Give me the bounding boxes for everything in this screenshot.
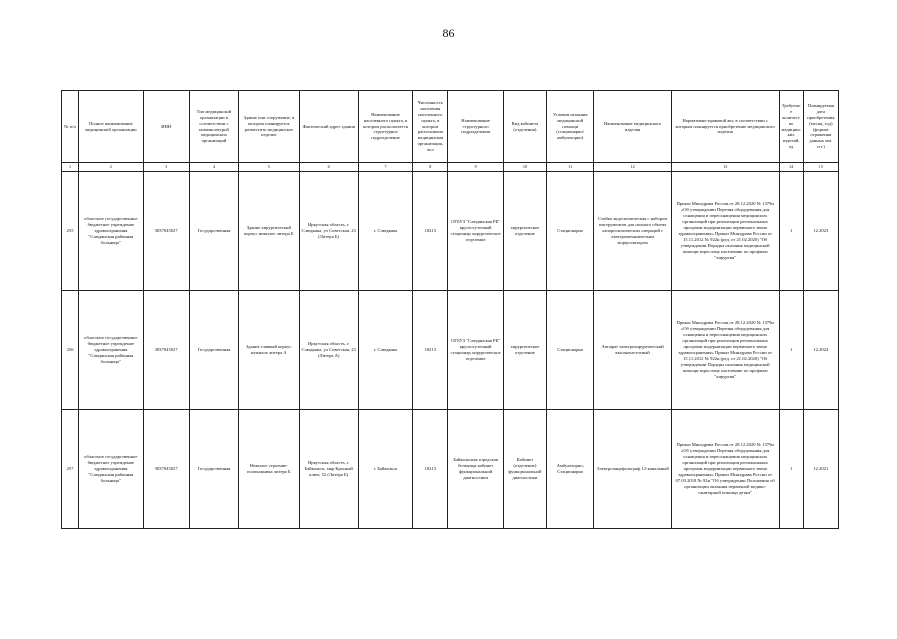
organization-name: областное государственное бюджетное учреждение здравоохранения "Слюдянская районная больница" xyxy=(79,410,143,529)
structural-unit: Байкальская городская больница кабинет функциональной диагностики xyxy=(448,410,503,529)
header-cell: Условия оказания медицинской помощи (стационарно/амбулаторно) xyxy=(547,91,594,163)
column-number: 1 xyxy=(62,163,79,172)
planned-date: 12.2021 xyxy=(803,410,838,529)
header-row xyxy=(62,91,839,163)
planned-date: 12.2023 xyxy=(803,172,838,291)
care-conditions: Амбулаторно, Стационарно xyxy=(547,410,594,529)
structural-unit: ОГБУЗ "Слюдянская РБ" круглосуточный стационар хирургическое отделение xyxy=(448,172,503,291)
device-name: Аппарат электрохирургический высокочастотный xyxy=(594,291,671,410)
quantity: 1 xyxy=(779,172,803,291)
organization-type: Государственная xyxy=(189,410,238,529)
address: Иркутская область, г. Слюдянка, ул Советская, 23 (Литера А) xyxy=(299,291,358,410)
header-cell: Вид кабинета (отделения) xyxy=(503,91,546,163)
organization-type: Государственная xyxy=(189,172,238,291)
column-number: 10 xyxy=(503,163,546,172)
device-name: Стойка эндоскопическая с набором инструментов для полного объема лапароскопических операций с электромеханическим морцеллятором xyxy=(594,172,671,291)
table-row xyxy=(62,410,839,529)
address: Иркутская область, г. Слюдянка, ул Советская, 23 (Литера Б) xyxy=(299,172,358,291)
care-conditions: Стационарно xyxy=(547,291,594,410)
structural-unit: ОГБУЗ "Слюдянская РБ" круглосуточный стационар хирургическое отделение xyxy=(448,291,503,410)
inn-value: 3837045027 xyxy=(143,410,189,529)
column-number: 6 xyxy=(299,163,358,172)
column-number: 11 xyxy=(547,163,594,172)
locality: г. Слюдянка xyxy=(358,172,412,291)
locality: г. Байкальск xyxy=(358,410,412,529)
row-number: 255 xyxy=(62,172,79,291)
column-number: 8 xyxy=(413,163,448,172)
inn-value: 3837045027 xyxy=(143,172,189,291)
cabinet-type: хирургическое отделение xyxy=(503,172,546,291)
organization-name: областное государственное бюджетное учреждение здравоохранения "Слюдянская районная больница" xyxy=(79,172,143,291)
device-name: Электроэнцефалограф 12-канальный xyxy=(594,410,671,529)
equipment-table xyxy=(61,90,839,529)
inn-value: 3837045027 xyxy=(143,291,189,410)
locality: г. Слюдянка xyxy=(358,291,412,410)
legal-act: Приказ Минздрава России от 28.12.2020 № 1379н «Об утверждении Перечня оборудования для оснащения и переоснащения медицинских организаций при реализации региональных программ модернизации первичного звена здравоохранения» Приказ Минздрава России от 07.03.2018 № 92н "Об утверждении Положения об организации оказания первичной медико-санитарной помощи детям" xyxy=(671,410,779,529)
quantity: 1 xyxy=(779,410,803,529)
table-row xyxy=(62,291,839,410)
column-number: 12 xyxy=(594,163,671,172)
header-cell: Требуемое количество медицинских изделий, ед xyxy=(779,91,803,163)
column-number: 5 xyxy=(239,163,299,172)
header-cell: № п/п xyxy=(62,91,79,163)
address: Иркутская область, г. Байкальск, мкр Красный ключ, 52 (Литера Б) xyxy=(299,410,358,529)
legal-act: Приказ Минздрава России от 28.12.2020 № 1379н «Об утверждении Перечня оборудования для оснащения и переоснащения медицинских организаций при реализации региональных программ модернизации первичного звена здравоохранения» Приказ Минздрава России от 15.11.2012 № 922н (ред. от 21.02.2020) "Об утверждении Порядка оказания медицинской помощи взрослому населению по профилю "хирургия" xyxy=(671,291,779,410)
building: Здание главный корпус нежилое литера А xyxy=(239,291,299,410)
cabinet-type: хирургическое отделение xyxy=(503,291,546,410)
header-cell: Наименование населенного пункта, в котором располагается структурное подразделение xyxy=(358,91,412,163)
page-number: 86 xyxy=(442,26,455,40)
column-number: 9 xyxy=(448,163,503,172)
column-number: 3 xyxy=(143,163,189,172)
building: Нежилое строение-поликлиника литера Б xyxy=(239,410,299,529)
column-number: 15 xyxy=(803,163,838,172)
table-row xyxy=(62,172,839,291)
quantity: 1 xyxy=(779,291,803,410)
column-number: 2 xyxy=(79,163,143,172)
building: Здание хирургический корпус нежилое литера Б xyxy=(239,172,299,291)
row-number: 257 xyxy=(62,410,79,529)
header-cell: Полное наименование медицинской организации xyxy=(79,91,143,163)
header-cell: Нормативно-правовой акт, в соответствии с которым планируется приобретение медицинского изделия xyxy=(671,91,779,163)
column-number: 14 xyxy=(779,163,803,172)
population: 18213 xyxy=(413,172,448,291)
header-cell: Тип медицинской организации в соответствии с номенклатурой медицинских организаций xyxy=(189,91,238,163)
organization-type: Государственная xyxy=(189,291,238,410)
row-number: 256 xyxy=(62,291,79,410)
header-cell: Наименование структурного подразделения xyxy=(448,91,503,163)
planned-date: 12.2024 xyxy=(803,291,838,410)
column-number: 7 xyxy=(358,163,412,172)
legal-act: Приказ Минздрава России от 28.12.2020 № 1379н «Об утверждении Перечня оборудования для оснащения и переоснащения медицинских организаций при реализации региональных программ модернизации первичного звена здравоохранения» Приказ Минздрава России от 15.11.2012 № 922н (ред. от 21.02.2020) "Об утверждении Порядка оказания медицинской помощи взрослому населению по профилю "хирургия" xyxy=(671,172,779,291)
header-cell: Наименование медицинского изделия xyxy=(594,91,671,163)
population: 18213 xyxy=(413,410,448,529)
column-number: 4 xyxy=(189,163,238,172)
header-cell: Численность населения населенного пункта, в котором расположена медицинская организация, чел xyxy=(413,91,448,163)
care-conditions: Стационарно xyxy=(547,172,594,291)
cabinet-type: Кабинет (отделение) функциональной диагностики xyxy=(503,410,546,529)
header-cell: Здание или сооружение, в котором планируется разместить медицинское изделие xyxy=(239,91,299,163)
header-cell: Планируемая дата приобретения (месяц, год) (формат отражения данных мм. ггг.) xyxy=(803,91,838,163)
column-number: 13 xyxy=(671,163,779,172)
population: 18213 xyxy=(413,291,448,410)
organization-name: областное государственное бюджетное учреждение здравоохранения "Слюдянская районная больница" xyxy=(79,291,143,410)
header-cell: Фактический адрес здания xyxy=(299,91,358,163)
header-cell: ИНН xyxy=(143,91,189,163)
column-number-row xyxy=(62,163,839,172)
